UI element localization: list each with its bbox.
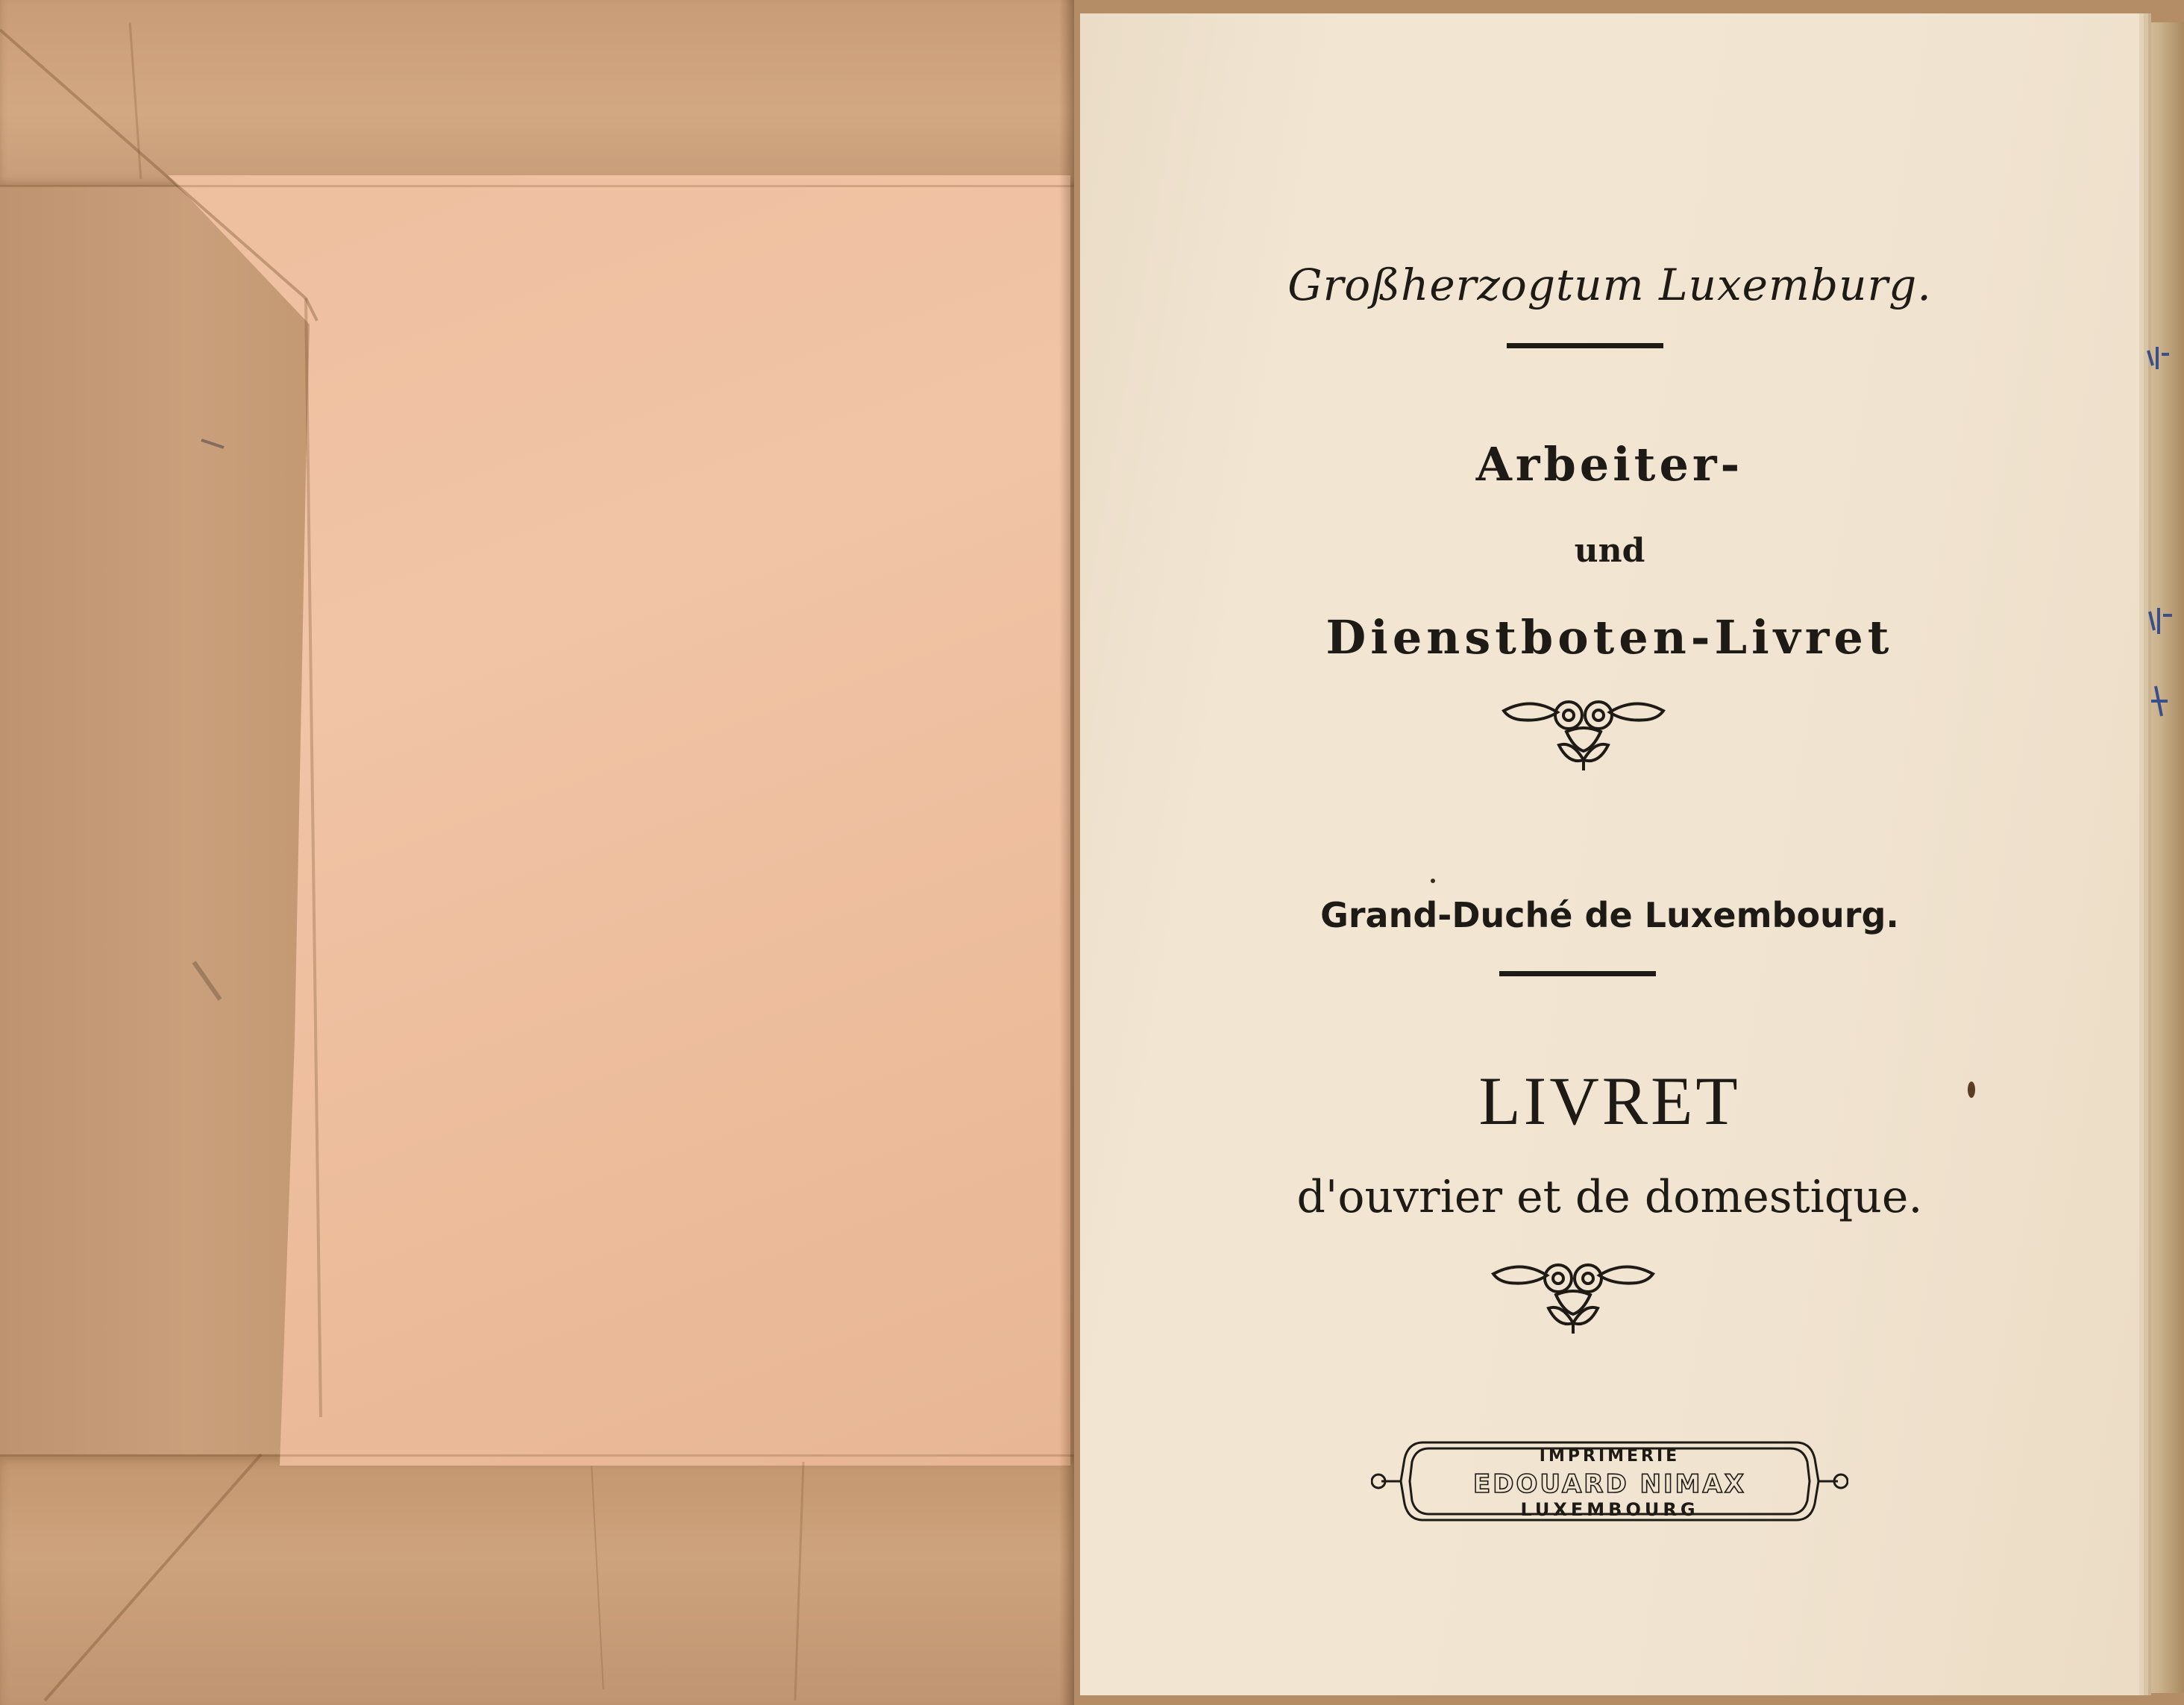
floral-ornament-icon: [1498, 688, 1669, 778]
imprint-line-3: LUXEMBOURG: [1520, 1499, 1699, 1520]
ink-dot: [1431, 879, 1435, 883]
ink-spot: [1968, 1081, 1975, 1098]
title-french-state: Grand-Duché de Luxembourg.: [1320, 895, 1899, 935]
title-dienstboten-livret: Dienstboten-Livret: [1325, 610, 1894, 665]
imprint-line-2: EDOUARD NIMAX: [1473, 1469, 1746, 1499]
spine-shadow: [1059, 0, 1074, 1705]
title-ouvrier-domestique: d'ouvrier et de domestique.: [1296, 1171, 1923, 1223]
title-und: und: [1574, 532, 1645, 570]
title-arbeiter: Arbeiter-: [1475, 437, 1744, 492]
rule-1: [1507, 343, 1663, 348]
floral-ornament-icon-2: [1487, 1252, 1659, 1341]
page-edge-stack: [2133, 22, 2184, 1693]
inside-cover: [0, 0, 1074, 1705]
title-german-state: Großherzogtum Luxemburg.: [1287, 260, 1932, 310]
handwriting-marks: [2135, 328, 2180, 850]
cover-fold-lines: [0, 0, 1074, 1705]
title-page: [1080, 13, 2139, 1695]
title-livret: LIVRET: [1478, 1063, 1741, 1139]
rule-2: [1499, 971, 1656, 976]
imprint-line-1: IMPRIMERIE: [1539, 1447, 1681, 1466]
printer-imprint: [1371, 1436, 1848, 1526]
